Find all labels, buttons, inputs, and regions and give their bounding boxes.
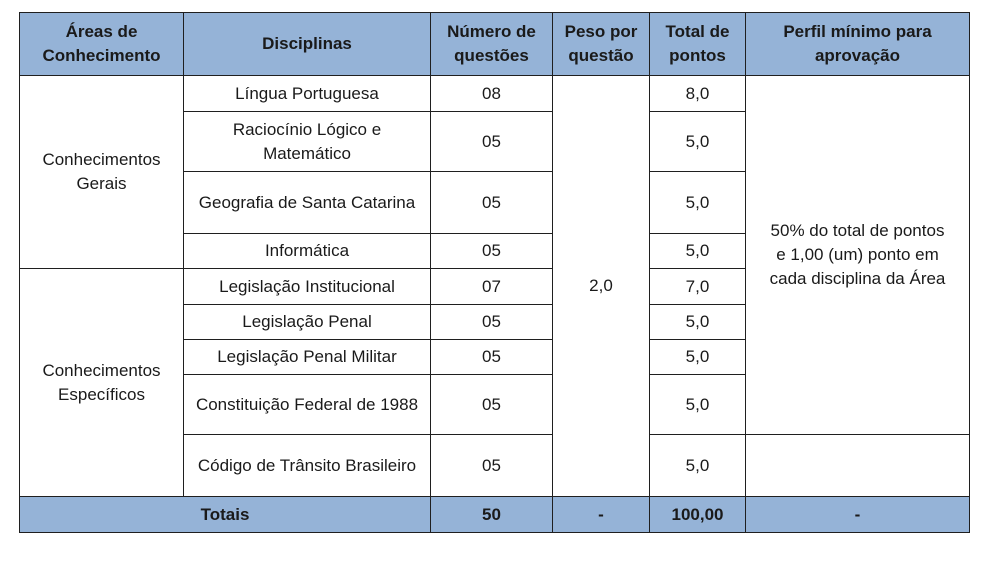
disciplina-cell: Legislação Penal Militar bbox=[184, 340, 431, 375]
totals-row bbox=[20, 497, 970, 533]
disciplina-cell: Língua Portuguesa bbox=[184, 76, 431, 112]
disciplina-cell: Informática bbox=[184, 234, 431, 269]
disciplina-cell: Constituição Federal de 1988 bbox=[184, 375, 431, 435]
pontos-cell: 5,0 bbox=[650, 234, 746, 269]
questoes-cell: 05 bbox=[431, 172, 553, 234]
perfil-line: e 1,00 (um) ponto em bbox=[776, 245, 939, 264]
header-numero: Número de questões bbox=[431, 13, 553, 76]
area-especificos: Conhecimentos Específicos bbox=[20, 269, 184, 497]
header-row bbox=[20, 13, 970, 76]
pontos-cell: 5,0 bbox=[650, 112, 746, 172]
pontos-cell: 5,0 bbox=[650, 375, 746, 435]
header-disciplinas: Disciplinas bbox=[184, 13, 431, 76]
totais-label: Totais bbox=[20, 497, 431, 533]
perfil-line: 50% do total de pontos bbox=[770, 221, 945, 240]
pontos-cell: 7,0 bbox=[650, 269, 746, 305]
questoes-cell: 05 bbox=[431, 112, 553, 172]
header-perfil: Perfil mínimo para aprovação bbox=[746, 13, 970, 76]
exam-table bbox=[19, 12, 970, 533]
disciplina-cell: Geografia de Santa Catarina bbox=[184, 172, 431, 234]
questoes-cell: 05 bbox=[431, 234, 553, 269]
table-row bbox=[20, 76, 970, 112]
totais-pontos: 100,00 bbox=[650, 497, 746, 533]
questoes-cell: 08 bbox=[431, 76, 553, 112]
disciplina-cell: Código de Trânsito Brasileiro bbox=[184, 435, 431, 497]
area-gerais: Conhecimentos Gerais bbox=[20, 76, 184, 269]
totais-perfil: - bbox=[746, 497, 970, 533]
questoes-cell: 07 bbox=[431, 269, 553, 305]
perfil-cell bbox=[746, 76, 970, 435]
questoes-cell: 05 bbox=[431, 435, 553, 497]
header-peso: Peso por questão bbox=[553, 13, 650, 76]
questoes-cell: 05 bbox=[431, 340, 553, 375]
header-total: Total de pontos bbox=[650, 13, 746, 76]
peso-cell: 2,0 bbox=[553, 76, 650, 497]
header-area: Áreas de Conhecimento bbox=[20, 13, 184, 76]
pontos-cell: 8,0 bbox=[650, 76, 746, 112]
questoes-cell: 05 bbox=[431, 305, 553, 340]
totais-peso: - bbox=[553, 497, 650, 533]
disciplina-cell: Raciocínio Lógico e Matemático bbox=[184, 112, 431, 172]
pontos-cell: 5,0 bbox=[650, 172, 746, 234]
perfil-line: cada disciplina da Área bbox=[769, 269, 946, 288]
questoes-cell: 05 bbox=[431, 375, 553, 435]
disciplina-cell: Legislação Institucional bbox=[184, 269, 431, 305]
perfil-empty-cell bbox=[746, 435, 970, 497]
pontos-cell: 5,0 bbox=[650, 340, 746, 375]
disciplina-cell: Legislação Penal bbox=[184, 305, 431, 340]
pontos-cell: 5,0 bbox=[650, 435, 746, 497]
pontos-cell: 5,0 bbox=[650, 305, 746, 340]
totais-questoes: 50 bbox=[431, 497, 553, 533]
